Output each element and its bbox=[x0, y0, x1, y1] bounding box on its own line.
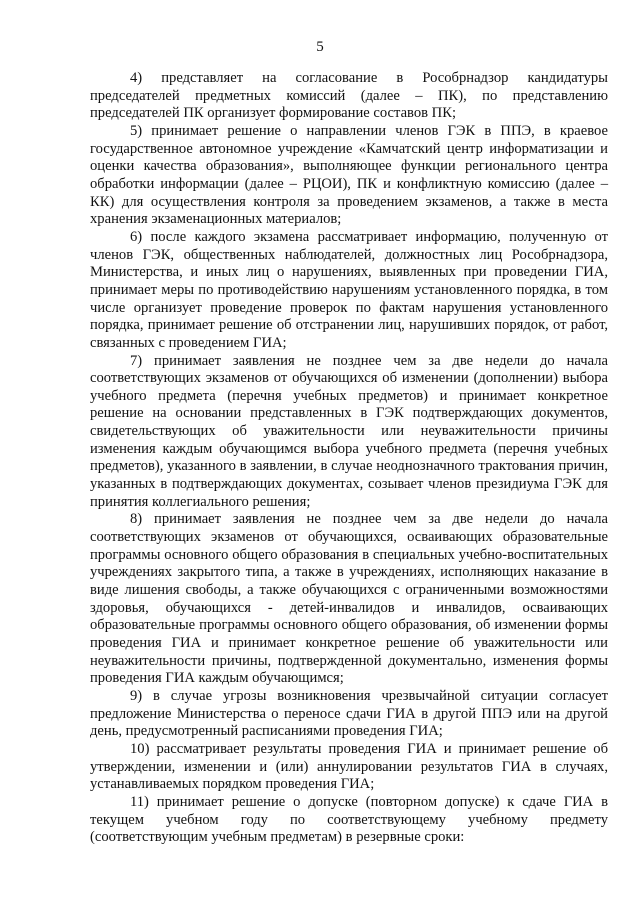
paragraph-item-10: 10) рассматривает результаты проведения ГИА и принимает решение об утверждении, изменении и (или) аннулировании результатов ГИА в случаях, устанавливаемых порядком проведения ГИА; bbox=[90, 740, 608, 793]
paragraph-item-9: 9) в случае угрозы возникновения чрезвычайной ситуации согласует предложение Министерства о переносе сдачи ГИА в другой ППЭ или на другой день, предусмотренный расписаниями проведения ГИА; bbox=[90, 687, 608, 740]
paragraph-item-11: 11) принимает решение о допуске (повторном допуске) к сдаче ГИА в текущем учебном году по соответствующему учебному предмету (соответствующим учебным предметам) в резервные сроки: bbox=[90, 793, 608, 846]
paragraph-item-7: 7) принимает заявления не позднее чем за две недели до начала соответствующих экзаменов от обучающихся об изменении (дополнении) выбора учебного предмета (перечня учебных предметов) и принимает конкретное решение на основании представленных в ГЭК подтверждающих документов, свидетельствующих об уважительности или неуважительности причины изменения каждым обучающимся выбора учебного предмета (перечня учебных предметов), указанного в заявлении, в случае неоднозначного трактования причин, указанных в подтверждающих документах, созывает членов президиума ГЭК для принятия коллегиального решения; bbox=[90, 352, 608, 510]
paragraph-item-6: 6) после каждого экзамена рассматривает информацию, полученную от членов ГЭК, общественных наблюдателей, должностных лиц Рособрнадзора, Министерства, и иных лиц о нарушениях, выявленных при проведении ГИА, принимает меры по противодействию нарушениям установленного порядка, в том числе организует проведение проверок по фактам нарушения установленного порядка, принимает решение об отстранении лиц, нарушивших порядок, от работ, связанных с проведением ГИА; bbox=[90, 228, 608, 351]
paragraph-item-4: 4) представляет на согласование в Рособрнадзор кандидатуры председателей предметных комиссий (далее – ПК), по представлению председателей ПК организует формирование составов ПК; bbox=[90, 70, 608, 122]
paragraph-item-5: 5) принимает решение о направлении членов ГЭК в ППЭ, в краевое государственное автономное учреждение «Камчатский центр информатизации и оценки качества образования», выполняющее функции регионального центра обработки информации (далее – РЦОИ), ПК и конфликтную комиссию (далее – КК) для осуществления контроля за проведением экзаменов, а также в места хранения экзаменационных материалов; bbox=[90, 122, 608, 228]
paragraph-item-8: 8) принимает заявления не позднее чем за две недели до начала соответствующих экзаменов от обучающихся, осваивающих образовательные программы основного общего образования в специальных учебно-воспитательных учреждениях закрытого типа, а также в учреждениях, исполняющих наказание в виде лишения свободы, а также обучающихся с ограниченными возможностями здоровья, обучающихся - детей-инвалидов и инвалидов, осваивающих образовательные программы основного общего образования, об изменении формы проведения ГИА и принимает конкретное решение об уважительности или неуважительности причины, подтвержденной документально, изменения формы проведения ГИА каждым обучающимся; bbox=[90, 511, 608, 687]
page-number: 5 bbox=[316, 39, 324, 55]
document-body bbox=[90, 70, 608, 847]
